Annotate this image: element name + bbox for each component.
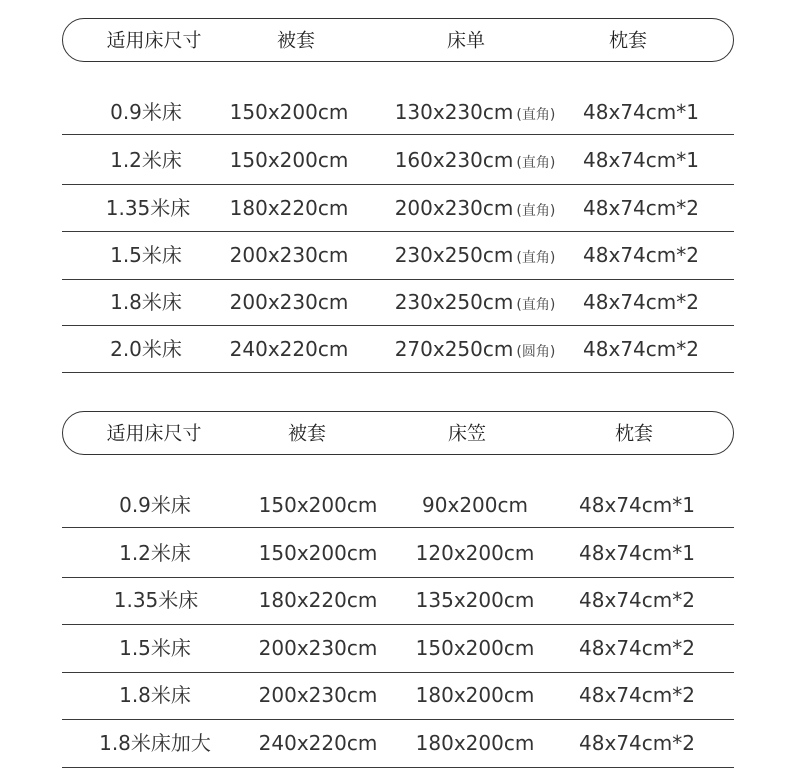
cell-fitted-sheet: 90x200cm (422, 493, 528, 517)
cell-duvet-cover: 200x230cm (229, 290, 349, 314)
row-divider (62, 672, 734, 673)
cell-bed-sheet: 230x250cm (直角) (394, 243, 556, 267)
header-bed-size: 适用床尺寸 (106, 29, 202, 52)
corner-note: (直角) (516, 297, 556, 313)
cell-bed-size: 0.9米床 (110, 100, 182, 124)
cell-pillowcase: 48x74cm*2 (579, 636, 695, 660)
cell-pillowcase: 48x74cm*2 (583, 290, 699, 314)
header-fitted-sheet: 床笠 (447, 422, 487, 445)
cell-bed-size: 1.5米床 (110, 243, 182, 267)
cell-duvet-cover: 150x200cm (229, 100, 349, 124)
row-divider (62, 325, 734, 326)
cell-fitted-sheet: 120x200cm (415, 541, 535, 565)
cell-duvet-cover: 240x220cm (258, 731, 378, 755)
table-bottom-rule (62, 372, 734, 373)
cell-bed-size: 1.2米床 (110, 148, 182, 172)
cell-bed-size: 2.0米床 (110, 337, 182, 361)
header-duvet-cover: 被套 (276, 29, 316, 52)
cell-bed-size: 1.2米床 (119, 541, 191, 565)
cell-pillowcase: 48x74cm*1 (579, 541, 695, 565)
header-bed-size: 适用床尺寸 (106, 422, 202, 445)
cell-pillowcase: 48x74cm*2 (579, 683, 695, 707)
cell-bed-sheet: 200x230cm (直角) (394, 196, 556, 220)
table-bottom-rule (62, 767, 734, 768)
header-bed-sheet: 床单 (446, 29, 486, 52)
cell-fitted-sheet: 180x200cm (415, 683, 535, 707)
cell-bed-size: 1.5米床 (119, 636, 191, 660)
cell-bed-sheet: 230x250cm (直角) (394, 290, 556, 314)
cell-pillowcase: 48x74cm*1 (583, 148, 699, 172)
cell-duvet-cover: 180x220cm (258, 588, 378, 612)
cell-fitted-sheet: 180x200cm (415, 731, 535, 755)
row-divider (62, 134, 734, 135)
row-divider (62, 231, 734, 232)
row-divider (62, 184, 734, 185)
row-divider (62, 624, 734, 625)
cell-pillowcase: 48x74cm*1 (579, 493, 695, 517)
corner-note: (直角) (516, 250, 556, 266)
cell-bed-size: 1.8米床加大 (99, 731, 211, 755)
row-divider (62, 577, 734, 578)
cell-pillowcase: 48x74cm*2 (579, 588, 695, 612)
cell-bed-size: 1.35米床 (105, 196, 191, 220)
cell-bed-sheet: 270x250cm (圆角) (394, 337, 556, 361)
row-divider (62, 719, 734, 720)
cell-duvet-cover: 150x200cm (258, 493, 378, 517)
cell-duvet-cover: 150x200cm (229, 148, 349, 172)
cell-bed-size: 1.35米床 (113, 588, 199, 612)
cell-pillowcase: 48x74cm*2 (583, 243, 699, 267)
cell-bed-size: 0.9米床 (119, 493, 191, 517)
cell-bed-sheet: 130x230cm (直角) (394, 100, 556, 124)
row-divider (62, 527, 734, 528)
cell-fitted-sheet: 135x200cm (415, 588, 535, 612)
cell-bed-size: 1.8米床 (110, 290, 182, 314)
cell-pillowcase: 48x74cm*2 (579, 731, 695, 755)
cell-duvet-cover: 200x230cm (229, 243, 349, 267)
corner-note: (圆角) (516, 344, 556, 360)
corner-note: (直角) (516, 203, 556, 219)
corner-note: (直角) (516, 155, 556, 171)
header-pillowcase: 枕套 (614, 422, 654, 445)
cell-duvet-cover: 200x230cm (258, 683, 378, 707)
cell-duvet-cover: 150x200cm (258, 541, 378, 565)
header-pillowcase: 枕套 (608, 29, 648, 52)
cell-pillowcase: 48x74cm*1 (583, 100, 699, 124)
cell-duvet-cover: 240x220cm (229, 337, 349, 361)
cell-bed-size: 1.8米床 (119, 683, 191, 707)
cell-pillowcase: 48x74cm*2 (583, 196, 699, 220)
cell-bed-sheet: 160x230cm (直角) (394, 148, 556, 172)
row-divider (62, 279, 734, 280)
corner-note: (直角) (516, 107, 556, 123)
cell-pillowcase: 48x74cm*2 (583, 337, 699, 361)
header-duvet-cover: 被套 (287, 422, 327, 445)
cell-fitted-sheet: 150x200cm (415, 636, 535, 660)
cell-duvet-cover: 180x220cm (229, 196, 349, 220)
cell-duvet-cover: 200x230cm (258, 636, 378, 660)
